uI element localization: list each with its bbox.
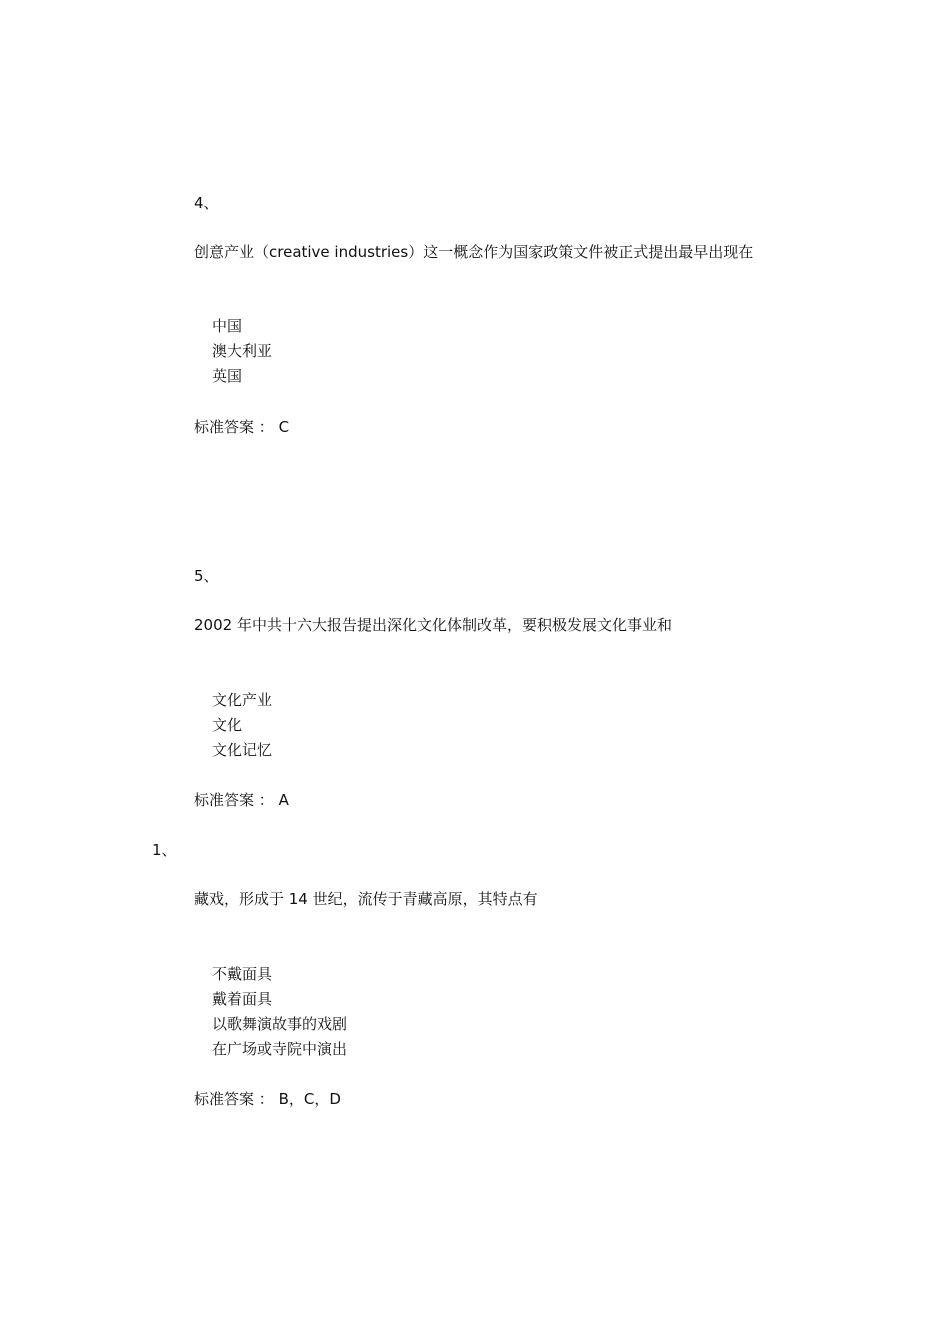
- answer-label: 标准答案 ：: [194, 791, 274, 809]
- question-stem: 创意产业（creative industries）这一概念作为国家政策文件被正式提出最早出现在: [194, 243, 754, 261]
- question-number: 4、: [194, 194, 219, 212]
- answer-value: A: [278, 791, 289, 809]
- option-item: 文化产业: [212, 691, 273, 709]
- option-item: 以歌舞演故事的戏剧: [212, 1015, 348, 1033]
- answer-value: C: [278, 418, 290, 436]
- answer-label: 标准答案 ：: [194, 418, 274, 436]
- option-item: 戴着面具: [212, 990, 273, 1008]
- answer-value: B，C，D: [278, 1090, 341, 1108]
- question-number: 1、: [152, 841, 177, 859]
- answer-label: 标准答案 ：: [194, 1090, 274, 1108]
- question-stem: 2002 年中共十六大报告提出深化文化体制改革，要积极发展文化事业和: [194, 616, 672, 634]
- option-item: 中国: [212, 317, 243, 335]
- answer-line: [194, 417, 289, 437]
- question-stem: 藏戏，形成于 14 世纪，流传于青藏高原，其特点有: [194, 890, 538, 908]
- option-item: 文化记忆: [212, 741, 273, 759]
- option-item: 文化: [212, 716, 243, 734]
- question-number: 5、: [194, 567, 219, 585]
- option-item: 不戴面具: [212, 965, 273, 983]
- answer-line: [194, 1089, 341, 1109]
- option-item: 英国: [212, 367, 243, 385]
- option-item: 在广场或寺院中演出: [212, 1040, 348, 1058]
- answer-line: [194, 790, 289, 810]
- option-item: 澳大利亚: [212, 342, 273, 360]
